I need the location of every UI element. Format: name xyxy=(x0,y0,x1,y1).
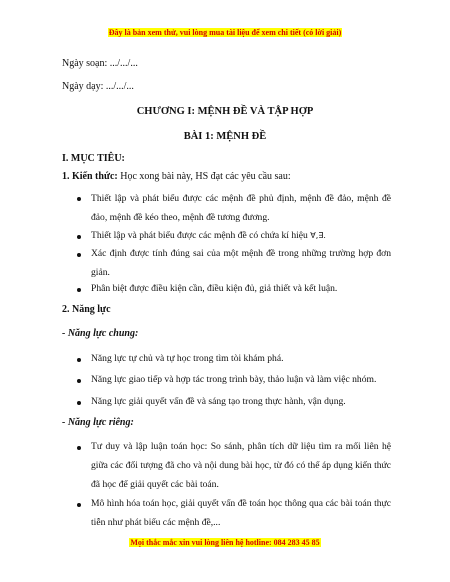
bullet-icon xyxy=(77,288,81,292)
bullet-icon xyxy=(77,358,81,362)
specific-item-1: Tư duy và lập luận toán học: So sánh, phân tích dữ liệu tìm ra mối liên hệ giữa các đối tượng đã cho và nội dung bài học, từ đó có thể áp dụng kiến thức đã học để giải quyết các bài toán. xyxy=(91,441,391,490)
knowledge-label: 1. Kiến thức: xyxy=(62,171,118,182)
bullet-icon xyxy=(77,235,81,239)
quantifier-symbols: ∀,∃. xyxy=(310,231,326,240)
footer-notice xyxy=(0,537,450,548)
header-notice-text: Đây là bản xem thử, vui lòng mua tài liệu để xem chi tiết (có lời giải) xyxy=(108,28,342,37)
footer-notice-text: Mọi thắc mắc xin vui lòng liên hệ hotline: 084 283 45 85 xyxy=(130,538,320,547)
competence-title: 2. Năng lực xyxy=(62,304,111,315)
chapter-title: CHƯƠNG I: MỆNH ĐỀ VÀ TẬP HỢP xyxy=(136,106,314,117)
header-notice xyxy=(0,27,450,38)
knowledge-item-1: Thiết lập và phát biểu được các mệnh đề phủ định, mệnh đề đảo, mệnh đề đảo, mệnh đề kéo theo, mệnh đề tương đương. xyxy=(91,193,391,223)
prep-date: Ngày soạn: .../.../... xyxy=(62,58,138,69)
knowledge-intro: Học xong bài này, HS đạt các yêu cầu sau: xyxy=(120,171,291,182)
bullet-icon xyxy=(77,197,81,201)
section-objectives-title: I. MỤC TIÊU: xyxy=(62,153,125,164)
knowledge-item-4: Phân biệt được điều kiện cần, điều kiện đủ, giả thiết và kết luận. xyxy=(91,283,338,294)
teach-date: Ngày dạy: .../.../... xyxy=(62,81,134,92)
bullet-icon xyxy=(77,379,81,383)
lesson-title: BÀI 1: MỆNH ĐỀ xyxy=(183,131,267,142)
knowledge-heading xyxy=(62,170,291,183)
knowledge-item-2-text: Thiết lập và phát biểu được các mệnh đề có chứa kí hiệu xyxy=(91,230,308,241)
knowledge-item-2 xyxy=(91,226,391,245)
general-item-1: Năng lực tự chủ và tự học trong tìm tòi khám phá. xyxy=(91,353,284,364)
specific-competence-label: - Năng lực riêng: xyxy=(62,417,134,428)
bullet-icon xyxy=(77,503,81,507)
general-competence-label: - Năng lực chung: xyxy=(62,328,139,339)
bullet-icon xyxy=(77,401,81,405)
bullet-icon xyxy=(77,253,81,257)
specific-item-2: Mô hình hóa toán học, giải quyết vấn đề toán học thông qua các bài toán thực tiễn như phát biểu các mệnh đề,... xyxy=(91,498,391,528)
knowledge-item-3: Xác định được tính đúng sai của một mệnh đề trong những trường hợp đơn giản. xyxy=(91,248,391,278)
general-item-2: Năng lực giao tiếp và hợp tác trong trình bày, thảo luận và làm việc nhóm. xyxy=(91,374,377,385)
general-item-3: Năng lực giải quyết vấn đề và sáng tạo trong thực hành, vận dụng. xyxy=(91,396,346,407)
bullet-icon xyxy=(77,446,81,450)
